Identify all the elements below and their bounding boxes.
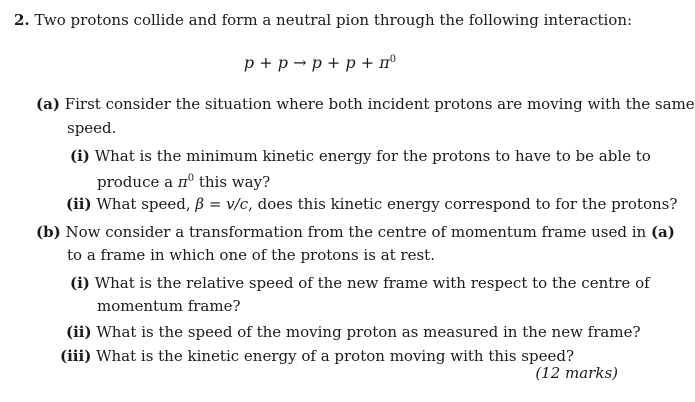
equation-arrow: → [293, 53, 307, 72]
part-a-text-1: First consider the situation where both incident protons are moving with the same [64, 95, 695, 113]
part-b-line-2: to a frame in which one of the protons is at rest. [67, 246, 435, 264]
part-b-i-label: (i) [70, 274, 90, 292]
part-b-ref: (a) [650, 223, 675, 241]
part-a-ii-text-before: What speed, [96, 195, 191, 213]
question-intro: Two protons collide and form a neutral pion through the following interaction: [34, 11, 633, 29]
part-b-ii-line [66, 322, 640, 342]
marks-label: (12 marks) [535, 364, 618, 382]
question-header [14, 10, 632, 30]
part-a-ii-label: (ii) [66, 195, 92, 213]
part-a-i-label: (i) [70, 147, 90, 165]
part-b-iii-line [60, 346, 574, 366]
part-a-label: (a) [36, 95, 60, 113]
part-b-text-1: Now consider a transformation from the centre of momentum frame used in [65, 223, 647, 241]
part-b-ii-text: What is the speed of the moving proton as measured in the new frame? [96, 323, 641, 341]
part-a-i-line-1 [70, 146, 651, 166]
part-b-label: (b) [36, 223, 61, 241]
part-b-i-line-2: momentum frame? [97, 297, 241, 315]
part-a-i-text-2b: this way? [198, 173, 271, 191]
pion-symbol: π [177, 173, 188, 191]
part-a-ii-line [66, 194, 677, 214]
equation-superscript: 0 [389, 54, 397, 65]
part-a-i-text-1: What is the minimum kinetic energy for the protons to have to be able to [94, 147, 651, 165]
equation-lhs: p + p [243, 53, 288, 72]
part-b-i-text-1: What is the relative speed of the new frame with respect to the centre of [94, 274, 650, 292]
part-b-iii-label: (iii) [60, 347, 92, 365]
part-a-line-2: speed. [67, 119, 117, 137]
beta-expression: β = v/c [195, 195, 249, 213]
pion-superscript: 0 [187, 173, 195, 184]
part-a-i-line-2 [97, 169, 270, 192]
part-a-ii-text-after: , does this kinetic energy correspond to for the protons? [248, 195, 678, 213]
part-b-ii-label: (ii) [66, 323, 92, 341]
reaction-equation [0, 53, 640, 72]
equation-rhs: p + p + π [311, 53, 390, 72]
part-a-i-text-2a: produce a [97, 173, 174, 191]
part-b-i-line-1 [70, 273, 650, 293]
part-a-line-1 [36, 94, 695, 114]
part-b-line-1 [36, 222, 675, 242]
question-number: 2. [14, 11, 30, 29]
part-b-iii-text: What is the kinetic energy of a proton moving with this speed? [96, 347, 574, 365]
